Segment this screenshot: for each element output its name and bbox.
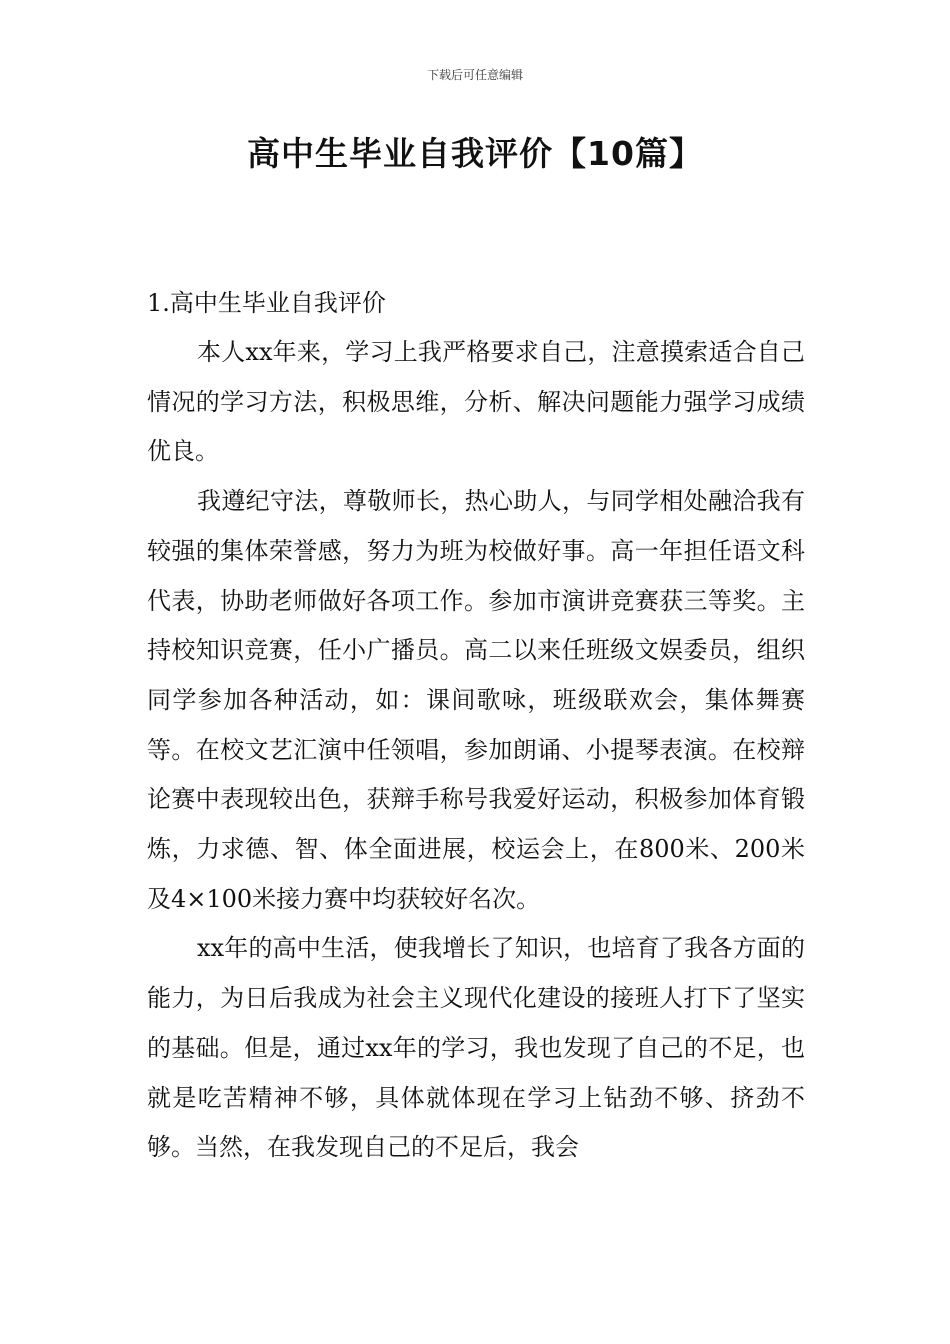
header-note: 下载后可任意编辑 <box>426 68 523 82</box>
section-body <box>147 328 805 1173</box>
paragraph: 本人xx年来，学习上我严格要求自己，注意摸索适合自己情况的学习方法，积极思维，分析、解决问题能力强学习成绩优良。 <box>147 338 805 466</box>
section-heading: 1.高中生毕业自我评价 <box>147 289 386 317</box>
paragraph: xx年的高中生活，使我增长了知识，也培育了我各方面的能力，为日后我成为社会主义现代化建设的接班人打下了坚实的基础。但是，通过xx年的学习，我也发现了自己的不足，也就是吃苦精神不够，具体就体现在学习上钻劲不够、挤劲不够。当然，在我发现自己的不足后，我会 <box>147 934 805 1162</box>
document-title: 高中生毕业自我评价【10篇】 <box>247 134 703 173</box>
paragraph: 我遵纪守法，尊敬师长，热心助人，与同学相处融洽我有较强的集体荣誉感，努力为班为校做好事。高一年担任语文科代表，协助老师做好各项工作。参加市演讲竞赛获三等奖。主持校知识竞赛，任小广播员。高二以来任班级文娱委员，组织同学参加各种活动，如：课间歌咏，班级联欢会，集体舞赛等。在校文艺汇演中任领唱，参加朗诵、小提琴表演。在校辩论赛中表现较出色，获辩手称号我爱好运动，积极参加体育锻炼，力求德、智、体全面进展，校运会上，在800米、200米及4×100米接力赛中均获较好名次。 <box>147 487 805 913</box>
